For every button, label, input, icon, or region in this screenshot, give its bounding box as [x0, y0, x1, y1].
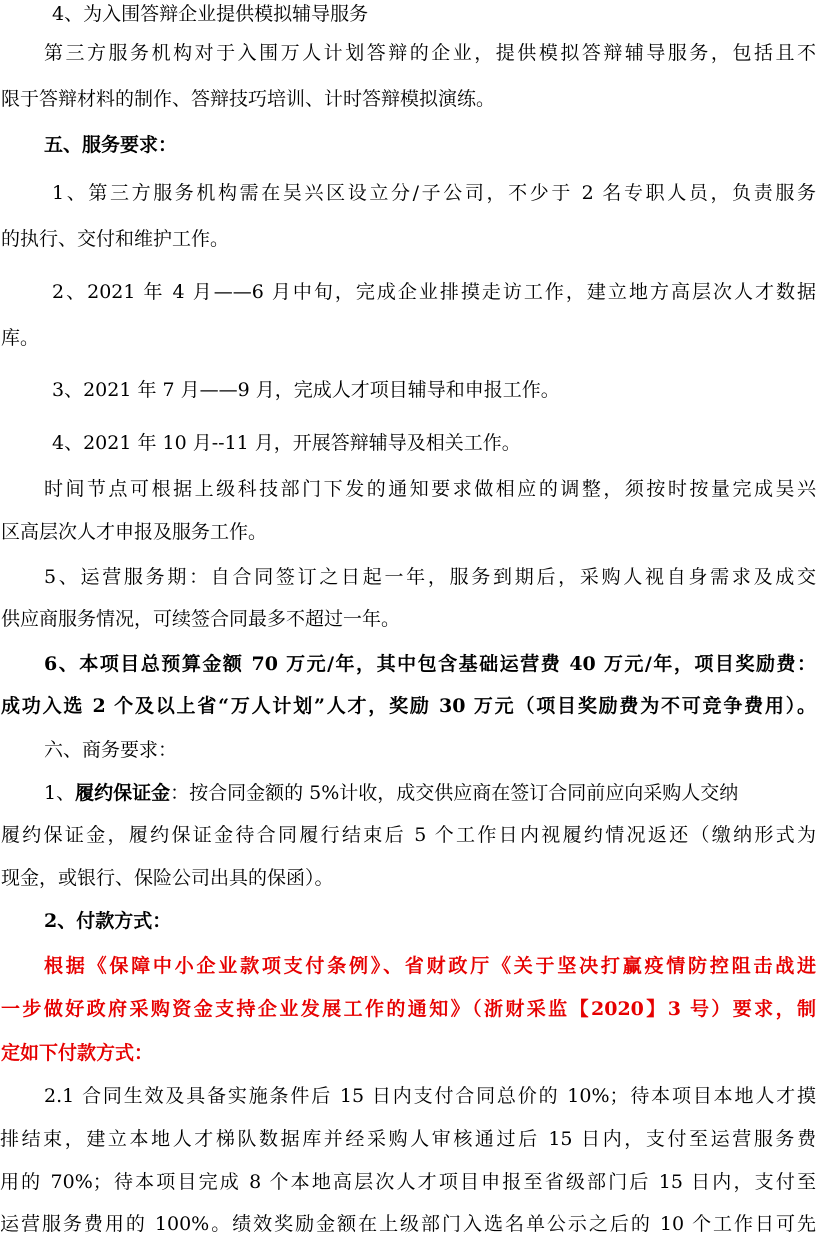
biz1-prefix: 1、 — [44, 782, 76, 804]
req1-line-1: 1、第三方服务机构需在吴兴区设立分/子公司，不少于 2 名专职人员，负责服务 — [52, 182, 816, 204]
req2-line-1: 2、2021 年 4 月——6 月中旬，完成企业排摸走访工作，建立地方高层次人才数据 — [52, 281, 816, 303]
section-6-title: 六、商务要求： — [44, 739, 178, 761]
biz2-title: 2、付款方式： — [44, 910, 172, 932]
note-line-2: 区高层次人才申报及服务工作。 — [1, 521, 268, 543]
biz1-line-2: 履约保证金，履约保证金待合同履行结束后 5 个工作日内视履约情况返还（缴纳形式为 — [1, 824, 816, 846]
payment-red-line-3: 定如下付款方式： — [1, 1042, 154, 1064]
s4-body-line-2: 限于答辩材料的制作、答辩技巧培训、计时答辩模拟演练。 — [1, 88, 496, 110]
payment-red-line-1: 根据《保障中小企业款项支付条例》、省财政厅《关于坚决打赢疫情防控阻击战进 — [44, 955, 816, 977]
biz1-line-3: 现金，或银行、保险公司出具的保函）。 — [1, 867, 334, 889]
payment-line-2-text: 排结束，建立本地人才梯队数据库并经采购人审核通过后 15 日内，支付至运营服务费 — [0, 1128, 816, 1150]
req6-line-1: 6、本项目总预算金额 70 万元/年，其中包含基础运营费 40 万元/年，项目奖励费： — [44, 653, 816, 675]
section-5-title: 五、服务要求： — [44, 134, 178, 156]
payment-red-line-2: 一步做好政府采购资金支持企业发展工作的通知》（浙财采监【2020】3 号）要求，制 — [1, 998, 816, 1020]
biz1-line-1 — [44, 779, 818, 807]
req6-line-2: 成功入选 2 个及以上省“万人计划”人才，奖励 30 万元（项目奖励费为不可竞争费用）。 — [1, 695, 816, 717]
payment-line-1-text: 2.1 合同生效及具备实施条件后 15 日内支付合同总价的 10%；待本项目本地人才摸 — [44, 1085, 816, 1107]
req3-line: 3、2021 年 7 月——9 月，完成人才项目辅导和申报工作。 — [52, 379, 560, 401]
s4-heading: 4、为入围答辩企业提供模拟辅导服务 — [52, 3, 369, 25]
req4-line: 4、2021 年 10 月--11 月，开展答辩辅导及相关工作。 — [52, 432, 521, 454]
note-line-1: 时间节点可根据上级科技部门下发的通知要求做相应的调整，须按时按量完成吴兴 — [44, 478, 816, 500]
biz1-rest: ：按合同金额的 5%计收，成交供应商在签订合同前应向采购人交纳 — [170, 782, 739, 804]
req5-line-1: 5、运营服务期：自合同签订之日起一年，服务到期后，采购人视自身需求及成交 — [44, 566, 816, 588]
req5-line-2: 供应商服务情况，可续签合同最多不超过一年。 — [1, 608, 401, 630]
payment-line-4-text: 运营服务费用的 100%。绩效奖励金额在上级部门入选名单公示之后的 10 个工作日可先 — [0, 1213, 816, 1235]
req2-line-2: 库。 — [1, 327, 40, 349]
biz1-label: 履约保证金 — [75, 782, 171, 804]
req1-line-2: 的执行、交付和维护工作。 — [1, 228, 230, 250]
s4-body-line-1: 第三方服务机构对于入围万人计划答辩的企业，提供模拟答辩辅导服务，包括且不 — [44, 42, 816, 64]
payment-line-3-text: 用的 70%；待本项目完成 8 个本地高层次人才项目申报至省级部门后 15 日内，支付至 — [0, 1171, 816, 1193]
